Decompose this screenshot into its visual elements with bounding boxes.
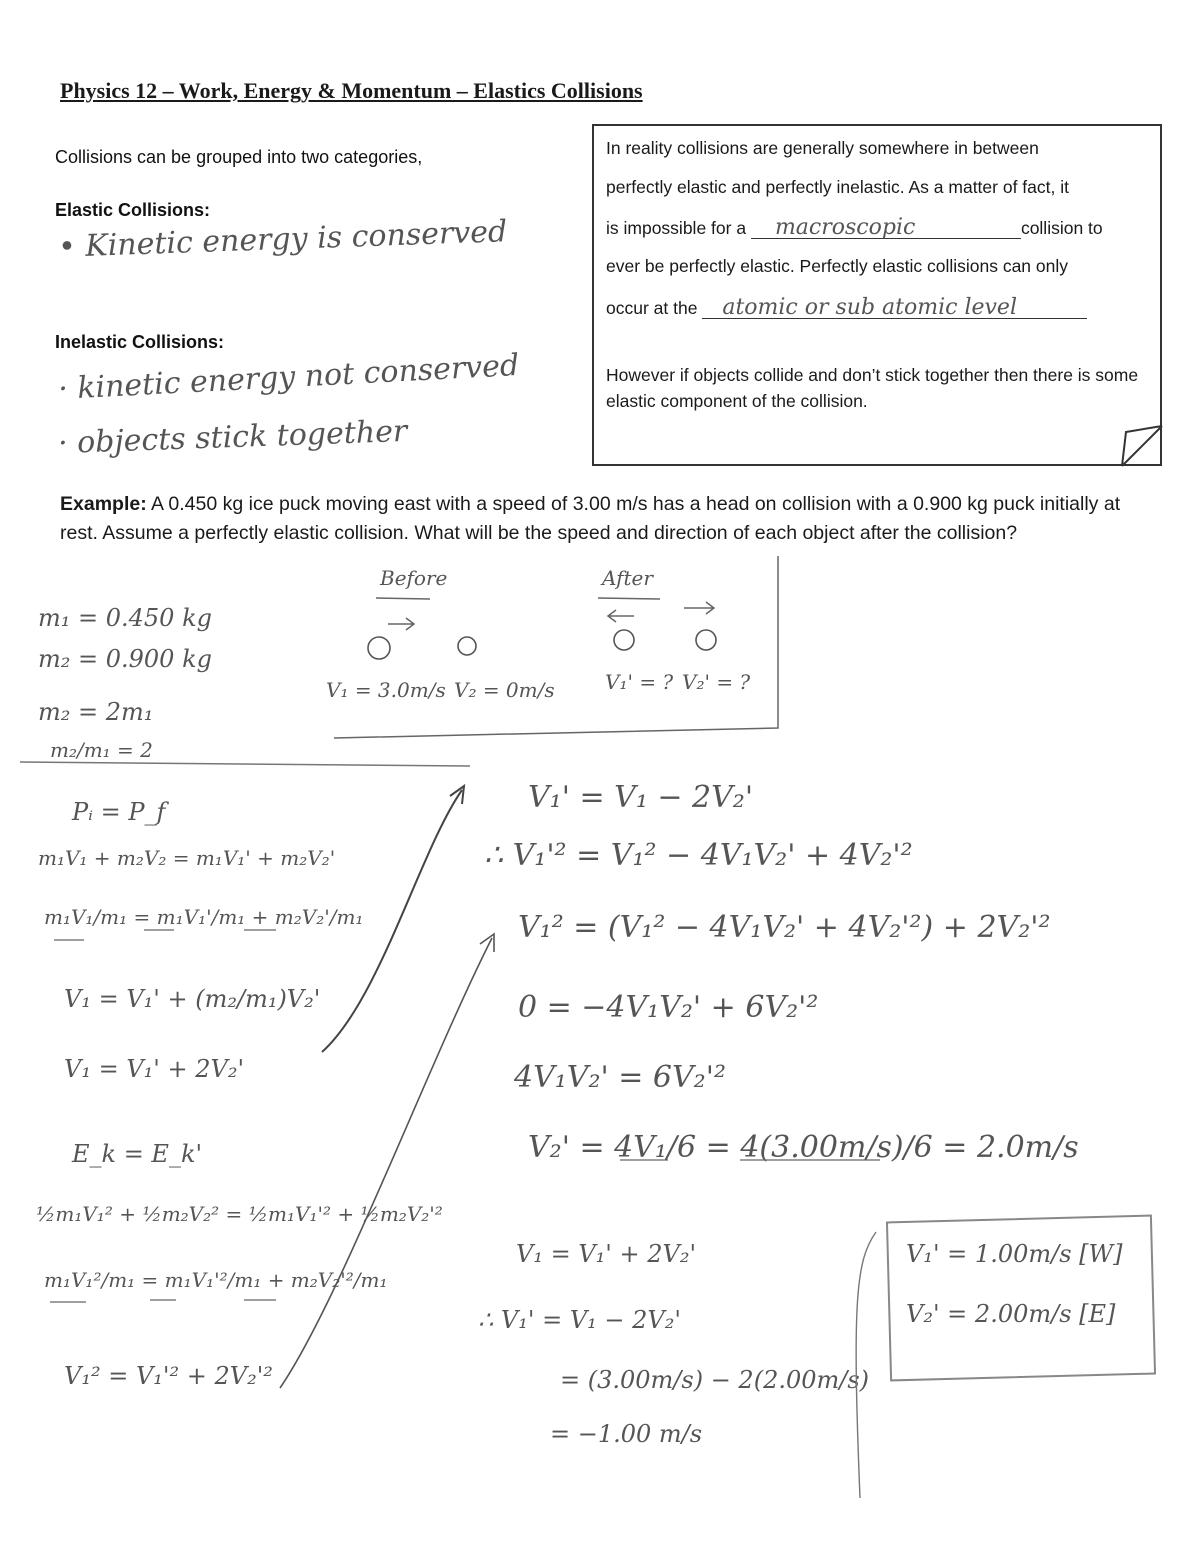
diagram-before-label: Before [380,566,448,590]
work-left-line-6: m₁V₁ + m₂V₂ = m₁V₁' + m₂V₂' [38,846,336,870]
separator-line [20,762,470,766]
substitution-arrow-head [450,786,464,804]
substitution-arrow [322,790,462,1052]
work-left-line-7: m₁V₁/m₁ = m₁V₁'/m₁ + m₂V₂'/m₁ [44,905,364,929]
work-left-line-5: Pᵢ = P_f [72,798,166,826]
reality-line-3-end: collision to [1020,218,1103,238]
puck-2-after-icon [696,630,716,650]
reality-line-5-start: occur at the [606,298,698,318]
work-right-line-6: V₂' = 4V₁/6 = 4(3.00m/s)/6 = 2.0m/s [528,1130,1079,1165]
work-right-line-5: 4V₁V₂' = 6V₂'² [514,1060,726,1095]
puck-2-before-icon [458,637,476,655]
work-right-line-9: = (3.00m/s) − 2(2.00m/s) [560,1366,870,1394]
inelastic-handwritten-note-2: · objects stick together [57,413,408,462]
example-text: A 0.450 kg ice puck moving east with a speed of 3.00 m/s has a head on collision with a 0.900 kg puck initially at rest. Assume a perfectly elastic collision. What will be the speed and direction of each object after the collision? [60,493,1121,544]
work-right-line-8: ∴ V₁' = V₁ − 2V₂' [478,1306,681,1334]
page-title: Physics 12 – Work, Energy & Momentum – Elastics Collisions [60,78,643,103]
blank-atomic-level-answer: atomic or sub atomic level [722,295,1017,320]
reality-line-3-start: is impossible for a [606,218,747,238]
before-underline [376,598,430,599]
work-left-line-11: ½m₁V₁² + ½m₂V₂² = ½m₁V₁'² + ½m₂V₂'² [36,1202,443,1226]
diagram-v1-label: V₁ = 3.0m/s [326,678,446,702]
after-underline [598,598,660,599]
reality-line-4: ever be perfectly elastic. Perfectly elastic collisions can only [606,256,1069,276]
work-right-line-4: 0 = −4V₁V₂' + 6V₂'² [518,990,819,1025]
work-left-line-3: m₂ = 2m₁ [38,698,154,726]
work-right-line-1: V₁' = V₁ − 2V₂' [528,780,754,815]
work-right-line-3: V₁² = (V₁² − 4V₁V₂' + 4V₂'²) + 2V₂'² [518,910,1051,945]
work-right-line-7: V₁ = V₁' + 2V₂' [516,1240,697,1268]
elastic-label: Elastic Collisions: [55,200,211,220]
work-left-line-12: m₁V₁²/m₁ = m₁V₁'²/m₁ + m₂V₂'²/m₁ [44,1268,388,1292]
reality-line-1: In reality collisions are generally somewhere in between [606,138,1039,158]
work-left-line-10: E_k = E_k' [72,1140,203,1168]
before-arrow-icon [388,618,414,630]
after-right-arrow-icon [684,602,714,614]
diagram-after-label: After [602,566,653,590]
answer-bracket-line [856,1232,876,1498]
blank-macroscopic-answer: macroscopic [774,215,916,240]
diagram-enclosure [334,556,778,738]
puck-1-after-icon [614,630,634,650]
fraction-bars-1 [54,930,276,940]
intro-text: Collisions can be grouped into two categories, [55,147,423,167]
work-left-line-4: m₂/m₁ = 2 [50,738,153,762]
work-left-line-2: m₂ = 0.900 kg [38,645,212,673]
work-left-line-1: m₁ = 0.450 kg [38,604,212,632]
work-right-line-10: = −1.00 m/s [550,1420,703,1448]
diagram-v2-prime-label: V₂' = ? [682,670,751,694]
elastic-handwritten-note: • Kinetic energy is conserved [57,214,508,265]
puck-1-before-icon [368,637,390,659]
after-left-arrow-icon [608,610,634,622]
reality-line-2: perfectly elastic and perfectly inelastic. As a matter of fact, it [606,177,1069,197]
work-left-line-13: V₁² = V₁'² + 2V₂'² [64,1362,273,1390]
fraction-bars-2 [50,1300,276,1302]
reality-paragraph-2: However if objects collide and don’t stick together then there is some elastic component of the collision. [606,365,1139,411]
work-right-line-2: ∴ V₁'² = V₁² − 4V₁V₂' + 4V₂'² [484,838,913,873]
energy-substitution-arrow [280,938,492,1388]
work-left-line-9: V₁ = V₁' + 2V₂' [64,1055,245,1083]
answer-v2-prime: V₂' = 2.00m/s [E] [906,1300,1116,1328]
work-left-line-8: V₁ = V₁' + (m₂/m₁)V₂' [64,985,321,1013]
answer-v1-prime: V₁' = 1.00m/s [W] [906,1240,1123,1268]
inelastic-handwritten-note-1: · kinetic energy not conserved [57,347,520,408]
diagram-v1-prime-label: V₁' = ? [605,670,674,694]
diagram-v2-label: V₂ = 0m/s [454,678,555,702]
inelastic-label: Inelastic Collisions: [55,332,225,352]
example-label: Example: [60,493,147,515]
